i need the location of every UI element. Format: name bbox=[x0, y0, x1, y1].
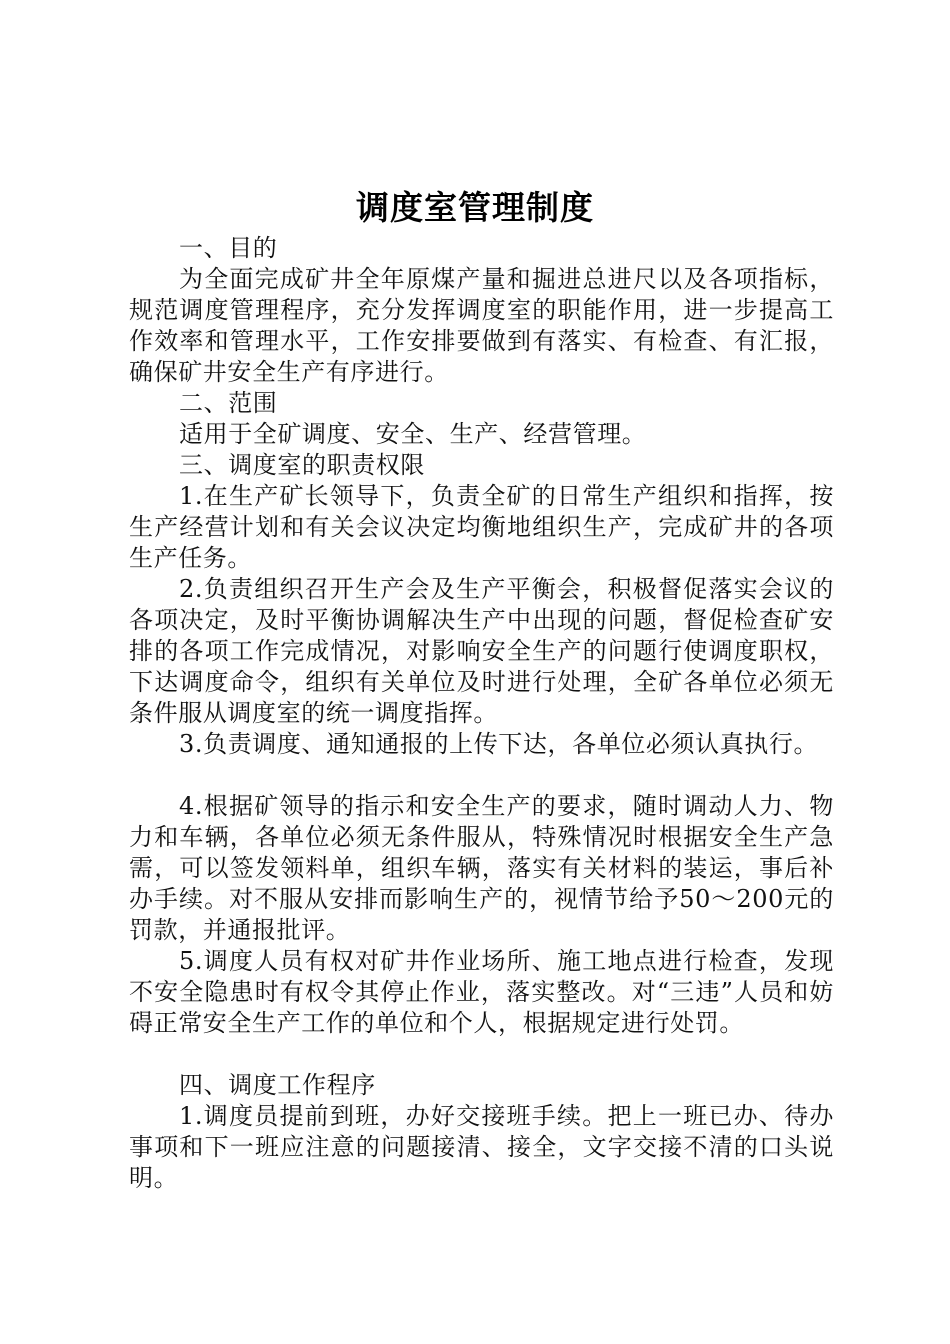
section-heading-purpose: 一、目的 bbox=[179, 234, 278, 262]
paragraph-purpose: 为全面完成矿井全年原煤产量和掘进总进尺以及各项指标，规范调度管理程序，充分发挥调度室的职能作用，进一步提高工作效率和管理水平，工作安排要做到有落实、有检查、有汇报，确保矿井安全生产有序进行。 bbox=[129, 265, 834, 386]
paragraph-procedure-1: 1.调度员提前到班，办好交接班手续。把上一班已办、待办事项和下一班应注意的问题接清、接全，文字交接不清的口头说明。 bbox=[129, 1102, 834, 1192]
paragraph-spacer bbox=[129, 1039, 834, 1070]
paragraph-responsibility-3: 3.负责调度、通知通报的上传下达，各单位必须认真执行。 bbox=[179, 730, 819, 758]
paragraph-responsibility-4: 4.根据矿领导的指示和安全生产的要求，随时调动人力、物力和车辆，各单位必须无条件服从，特殊情况时根据安全生产急需，可以签发领料单，组织车辆，落实有关材料的装运，事后补办手续。对不服从安排而影响生产的，视情节给予50～200元的罚款，并通报批评。 bbox=[129, 792, 834, 944]
section-heading-scope: 二、范围 bbox=[179, 389, 278, 417]
document-title: 调度室管理制度 bbox=[356, 188, 594, 227]
paragraph-responsibility-5: 5.调度人员有权对矿井作业场所、施工地点进行检查，发现不安全隐患时有权令其停止作业，落实整改。对“三违”人员和妨碍正常安全生产工作的单位和个人，根据规定进行处罚。 bbox=[129, 947, 834, 1037]
paragraph-scope: 适用于全矿调度、安全、生产、经营管理。 bbox=[179, 420, 647, 448]
document-body bbox=[129, 233, 834, 1194]
paragraph-responsibility-1: 1.在生产矿长领导下，负责全矿的日常生产组织和指挥，按生产经营计划和有关会议决定均衡地组织生产，完成矿井的各项生产任务。 bbox=[129, 482, 834, 572]
paragraph-spacer bbox=[129, 760, 834, 791]
paragraph-responsibility-2: 2.负责组织召开生产会及生产平衡会，积极督促落实会议的各项决定，及时平衡协调解决生产中出现的问题，督促检查矿安排的各项工作完成情况，对影响安全生产的问题行使调度职权，下达调度命令，组织有关单位及时进行处理，全矿各单位必须无条件服从调度室的统一调度指挥。 bbox=[129, 575, 834, 727]
section-heading-procedure: 四、调度工作程序 bbox=[179, 1071, 376, 1099]
section-heading-responsibilities: 三、调度室的职责权限 bbox=[179, 451, 425, 479]
